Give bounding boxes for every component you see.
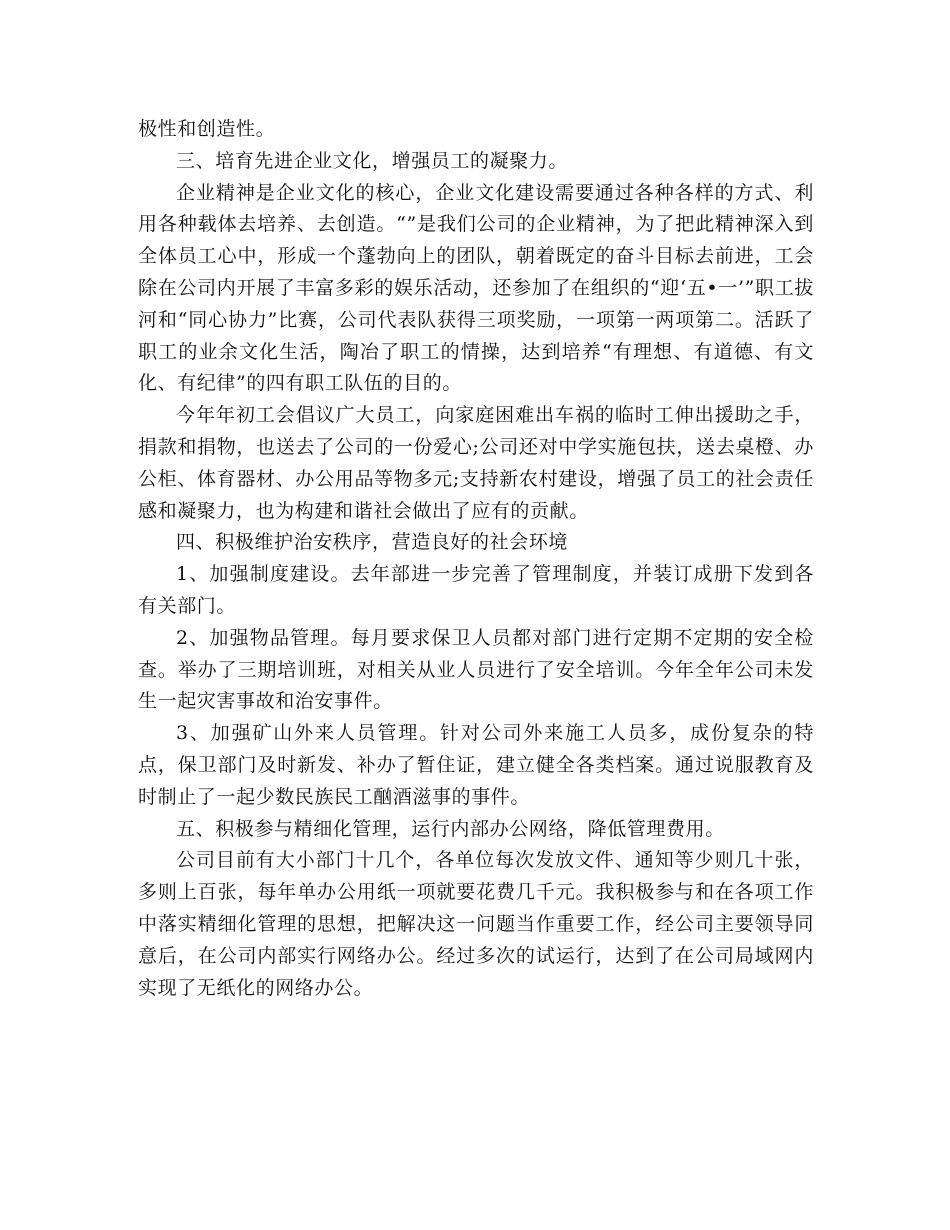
paragraph-enterprise-spirit: 企业精神是企业文化的核心，企业文化建设需要通过各种各样的方式、利用各种载体去培养、去创造。“”是我们公司的企业精神，为了把此精神深入到全体员工心中，形成一个蓬勃向上的团队，朝着既定的奋斗目标去前进，工会除在公司内开展了丰富多彩的娱乐活动，还参加了在组织的“迎‘五•一’”职工拔河和“同心协力”比赛，公司代表队获得三项奖励，一项第一两项第二。活跃了职工的业余文化生活，陶冶了职工的情操，达到培养“有理想、有道德、有文化、有纪律”的四有职工队伍的目的。 <box>138 181 814 395</box>
section-heading-four: 四、积极维护治安秩序，营造良好的社会环境 <box>176 531 569 554</box>
list-item-outsider-management: 3、加强矿山外来人员管理。针对公司外来施工人员多，成份复杂的特点，保卫部门及时新发、补办了暂住证，建立健全各类档案。通过说服教育及时制止了一起少数民族民工酗酒滋事的事件。 <box>138 722 814 808</box>
paragraph-charity: 今年年初工会倡议广大员工，向家庭困难出车祸的临时工伸出援助之手，捐款和捐物，也送去了公司的一份爱心;公司还对中学实施包扶，送去桌橙、办公柜、体育器材、办公用品等物多元;支持新农村建设，增强了员工的社会责任感和凝聚力，也为构建和谐社会做出了应有的贡献。 <box>138 404 814 522</box>
paragraph-paperless-office: 公司目前有大小部门十几个，各单位每次发放文件、通知等少则几十张，多则上百张，每年单办公用纸一项就要花费几千元。我积极参与和在各项工作中落实精细化管理的思想，把解决这一问题当作重要工作，经公司主要领导同意后，在公司内部实行网络办公。经过多次的试运行，达到了在公司局域网内实现了无纸化的网络办公。 <box>138 849 814 999</box>
document-body <box>138 114 814 1004</box>
paragraph-continuation: 极性和创造性。 <box>138 118 276 140</box>
section-heading-three: 三、培育先进企业文化，增强员工的凝聚力。 <box>176 149 569 172</box>
list-item-goods-management: 2、加强物品管理。每月要求保卫人员都对部门进行定期不定期的安全检查。举办了三期培训班，对相关从业人员进行了安全培训。今年全年公司未发生一起灾害事故和治安事件。 <box>138 626 814 713</box>
list-item-system-building: 1、加强制度建设。去年部进一步完善了管理制度，并装订成册下发到各有关部门。 <box>138 563 814 617</box>
section-heading-five: 五、积极参与精细化管理，运行内部办公网络，降低管理费用。 <box>176 817 725 840</box>
